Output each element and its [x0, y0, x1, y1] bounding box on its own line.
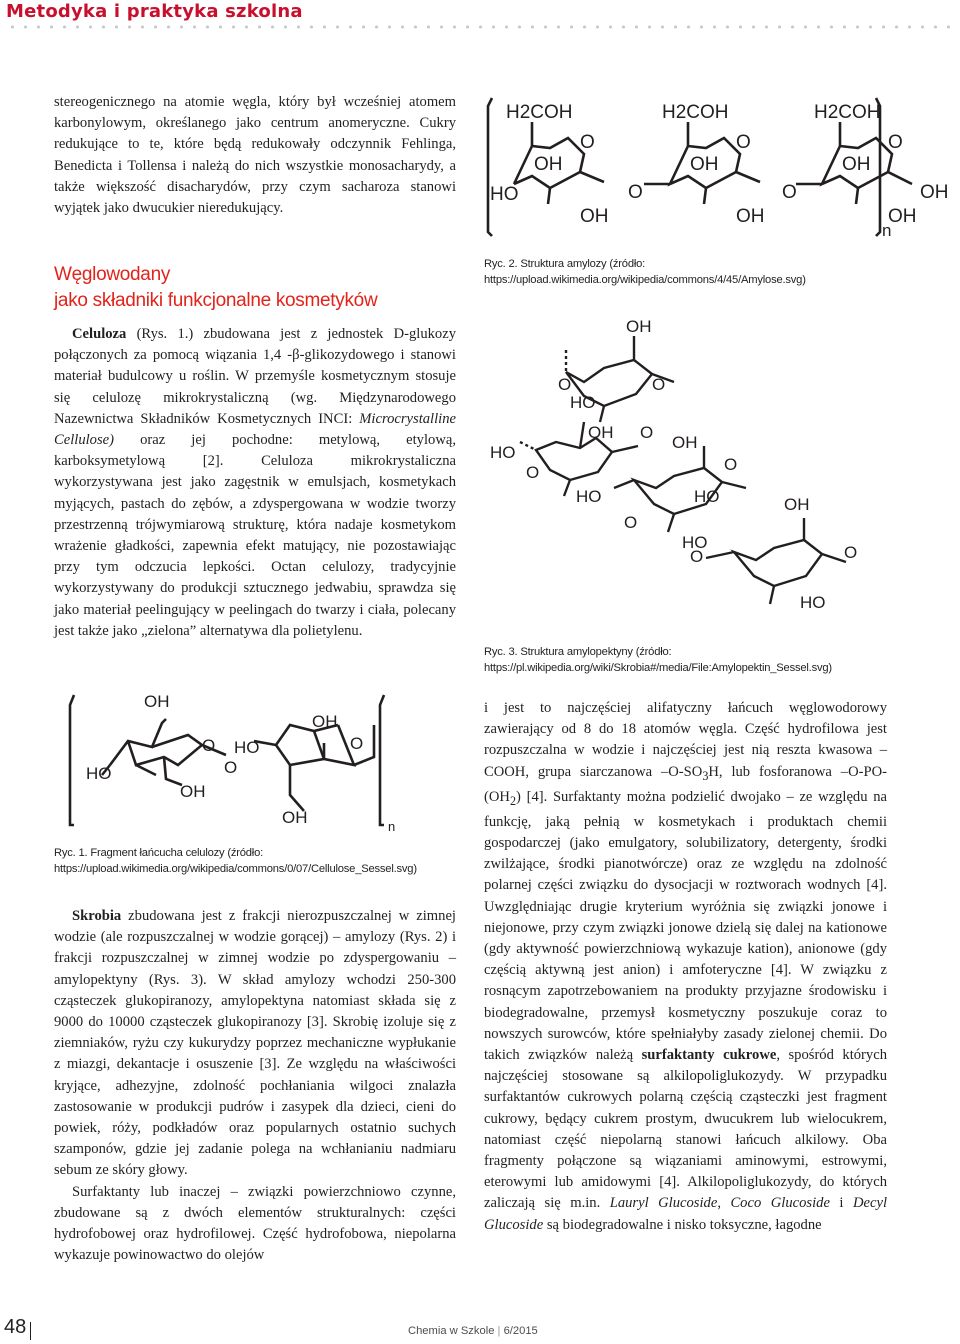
text-span: są biodegradowalne i nisko toksyczne, łagodne [543, 1216, 822, 1233]
figure-cellulose-structure [54, 685, 464, 835]
atom-label: OH [672, 433, 698, 452]
term-sugar-surfactants: surfaktanty cukrowe [641, 1047, 777, 1064]
right-column-surfactants-text [484, 698, 887, 1236]
atom-label: HO [490, 184, 519, 205]
atom-label: OH [920, 182, 949, 203]
footer-divider [30, 1322, 31, 1340]
inci-name: Lauryl Glucoside [609, 1195, 718, 1212]
journal-issue: 6/2015 [503, 1325, 538, 1337]
journal-name: Chemia w Szkole [408, 1325, 495, 1337]
atom-label: O [888, 132, 903, 153]
left-column-starch-text [54, 906, 456, 1266]
group-label: H2COH [814, 102, 881, 123]
atom-label: OH [690, 154, 719, 175]
atom-label: OH [626, 317, 652, 336]
atom-label: OH [580, 206, 609, 227]
paragraph-surfactants [484, 698, 887, 1236]
atom-label: OH [842, 154, 871, 175]
section-header-title: Metodyka i praktyka szkolna [6, 1, 303, 22]
figure-caption-1: Ryc. 1. Fragment łańcucha celulozy (źródło: https://upload.wikimedia.org/wikipedia/commons/0/07/Cellulose_Sessel.svg) [54, 847, 417, 875]
atom-label: OH [144, 692, 170, 711]
page-number: 48 [4, 1316, 27, 1338]
atom-label: O [558, 375, 572, 394]
atom-label: HO [576, 487, 602, 506]
atom-label: OH [888, 206, 917, 227]
atom-label: O [224, 758, 238, 777]
group-label: H2COH [506, 102, 573, 123]
atom-label: HO [682, 533, 708, 552]
atom-label: OH [180, 782, 206, 801]
figure-caption-3: Ryc. 3. Struktura amylopektyny (źródło: https://pl.wikipedia.org/wiki/Skrobia#/media/File:Amylopektin_Sessel.svg) [484, 646, 832, 674]
text-span: i [829, 1195, 853, 1212]
atom-label: O [202, 736, 216, 755]
atom-label: O [844, 543, 858, 562]
text-span: zbudowana jest z frakcji nierozpuszczalnej w zimnej wodzie (ale rozpuszczalnej w wodzie gorącej) – amylozy (Rys. 2) i frakcji rozpuszczalnej w zimnej wodzie po zdyspergowaniu – amylopektyny (Rys. 3). W skład amylozy wchodzi 250-300 cząsteczek glukopiranozy, amylopektyna natomiast składa się z 9000 do 10000 cząsteczek glukopiranozy [3]. Skrobię izoluje się z ziemniaków, ryżu czy kukurydzy poprzez mechaniczne wypłukanie z miazgi, dekantacje i osuszenie [3]. Ze względu na właściwości kryjące, adhezyjne, zdolność pochłaniania wilgoci znalazła zastosowanie w produkcji pudrów i zasypek dla dzieci, cieni do powiek, róży, podkładów oraz popularnych ostatnio suchych szamponów, gdzie jej zadanie polega na wchłanianiu nadmiaru sebum ze skóry głowy. [54, 908, 456, 1179]
repeat-n-label: n [388, 819, 396, 834]
atom-label: HO [234, 738, 260, 757]
inci-name: Coco Glucoside [730, 1195, 830, 1212]
footer-separator: | [494, 1325, 504, 1337]
paragraph-cellulose [54, 324, 456, 642]
atom-label: HO [694, 487, 720, 506]
atom-label: OH [534, 154, 563, 175]
atom-label: O [640, 423, 654, 442]
atom-label: O [624, 513, 638, 532]
atom-label: O [782, 182, 797, 203]
footer-journal [408, 1325, 538, 1337]
atom-label: O [724, 455, 738, 474]
section-heading-line2: jako składniki funkcjonalne kosmetyków [54, 290, 378, 311]
inci-name: Decyl Glucoside [484, 1195, 887, 1233]
atom-label: HO [490, 443, 516, 462]
atom-label: OH [736, 206, 765, 227]
subscript: 2 [509, 793, 517, 808]
paragraph-surfactants-intro: Surfaktanty lub inaczej – związki powierzchniowo czynne, zbudowane są z dwóch elementów strukturalnych: części hydrofobowej oraz hydrofilowej. Część hydrofobowa, niepolarna wykazuje powinowactwo do olejów [54, 1183, 456, 1264]
atom-label: O [628, 182, 643, 203]
section-heading-line1: Węglowodany [54, 264, 171, 285]
text-span: i jest to najczęściej alifatyczny łańcuch węglowodorowy zawierający od 8 do 18 atomów węgla. Część hydrofilowa jest rozpuszczalna w wodzie i najczęściej jest nią reszta kwasowa –COOH, grupa siarczanowa –O-SO [484, 700, 887, 780]
text-span: ) [4]. Surfaktanty można podzielić dwojako – ze względu na funkcję, jaką pełnią w kosmetykach i produktach chemii gospodarczej (jako emulgatory, solubilizatory, detergenty, środki zwilżające, środki pianotwórcze) oraz ze względu na zdolność polarnej części związku do dysocjacji w roztworach wodnych [4]. Uwzględniając drugie kryterium wyróżnia się związki jonowe i niejonowe, przy czym związki jonowe dzielą się dalej na kationowe (gdy aktywność powierzchniową wykazuje kation), anionowe (gdy częścią aktywną jest anion) i amfoteryczne [4]. W związku z rosnącym zapotrzebowaniem na produkty przyjazne środowisku i biodegradowalne, przemysł kosmetyczny poszukuje coraz to nowszych surowców, które spełniałyby zasady zielonej chemii. Do takich związków należą [484, 788, 887, 1064]
atom-label: HO [570, 393, 596, 412]
figure-caption-2: Ryc. 2. Struktura amylozy (źródło: https://upload.wikimedia.org/wikipedia/commons/4/45/Amylose.svg) [484, 258, 806, 286]
left-column-top-text [54, 92, 456, 219]
atom-label: OH [282, 808, 308, 827]
paragraph: stereogenicznego na atomie węgla, który był wcześniej atomem karbonylowym, określanego jako centrum anomeryczne. Cukry redukujące to te, które będą redukowały odczynnik Fehlinga, Benedicta i Tollensa i należą do nich wszystkie monosacharydy, a także większość disacharydów, przy czym sacharoza stanowi wyjątek jako dwucukier nieredukujący. [54, 94, 456, 217]
text-span: (Rys. 1.) zbudowana jest z jednostek D-glukozy połączonych za pomocą wiązania 1,4 -β-glikozydowego i stanowi materiał budulcowy u roślin. W przemyśle kosmetycznym stosuje się celulozę mikrokrystaliczną (wg. Międzynarodowego Nazewnictwa Składników Kosmetycznych INCI: [54, 326, 456, 427]
term-skrobia: Skrobia [72, 908, 122, 924]
atom-label: HO [86, 764, 112, 783]
atom-label: OH [784, 495, 810, 514]
term-celuloza: Celuloza [72, 326, 127, 342]
atom-label: O [526, 463, 540, 482]
atom-label: OH [312, 712, 338, 731]
atom-label: O [652, 375, 666, 394]
paragraph-starch [54, 906, 456, 1182]
group-label: H2COH [662, 102, 729, 123]
atom-label: O [736, 132, 751, 153]
atom-label: O [350, 734, 364, 753]
figure-amylose-structure [484, 92, 954, 242]
subscript: 3 [702, 768, 709, 783]
page-header [0, 0, 960, 40]
section-heading [54, 262, 377, 314]
text-span: H, lub fosforanowa –O-PO-(OH [484, 763, 887, 805]
text-span: , spośród których najczęściej stosowane są alkilopoliglukozydy. W przypadku surfaktantów cukrowych polarną częścią cząsteczki jest fragment cukrowy, będący cukrem prostym, dwucukrem lub wielocukrem, natomiast część niepolarną stanowi łańcuch alkilowy. Oba fragmenty połączone są wiązaniami aminowymi, estrowymi, eterowymi lub amidowymi [4]. Alkilopoliglukozydy, do których zaliczają się m.in. [484, 1047, 887, 1212]
atom-label: O [580, 132, 595, 153]
figure-amylopectin-structure [484, 312, 894, 632]
atom-label: OH [588, 423, 614, 442]
inci-name: Microcrystalline Cellulose) [54, 410, 456, 449]
text-span: oraz jej pochodne: metylową, etylową, karboksymetylową [2]. Celuloza mikrokrystaliczna wykorzystywana jest jako zagęstnik w emulsjach, kosmetykach myjących, pastach do zębów, a zdyspergowana w wodzie tworzy przestrzenną trójwymiarową strukturę, która nadaje kosmetykom wrażenie gładkości, zapewnia efekt matujący, nie pozostawiając przy tym odczucia lepkości. Octan celulozy, tradycyjnie wykorzystywany do produkcji sztucznego jedwabiu, sprawdza się jako materiał peelingujący w peelingach do twarzy i ciała, polecany jest także jako „zielona” alternatywa dla polietylenu. [54, 432, 456, 639]
left-column-cellulose-text [54, 324, 456, 642]
atom-label: HO [800, 593, 826, 612]
atom-label: O [690, 547, 704, 566]
repeat-n-label: n [882, 221, 892, 240]
text-span: , [717, 1195, 731, 1212]
header-dotted-rule [6, 25, 960, 29]
